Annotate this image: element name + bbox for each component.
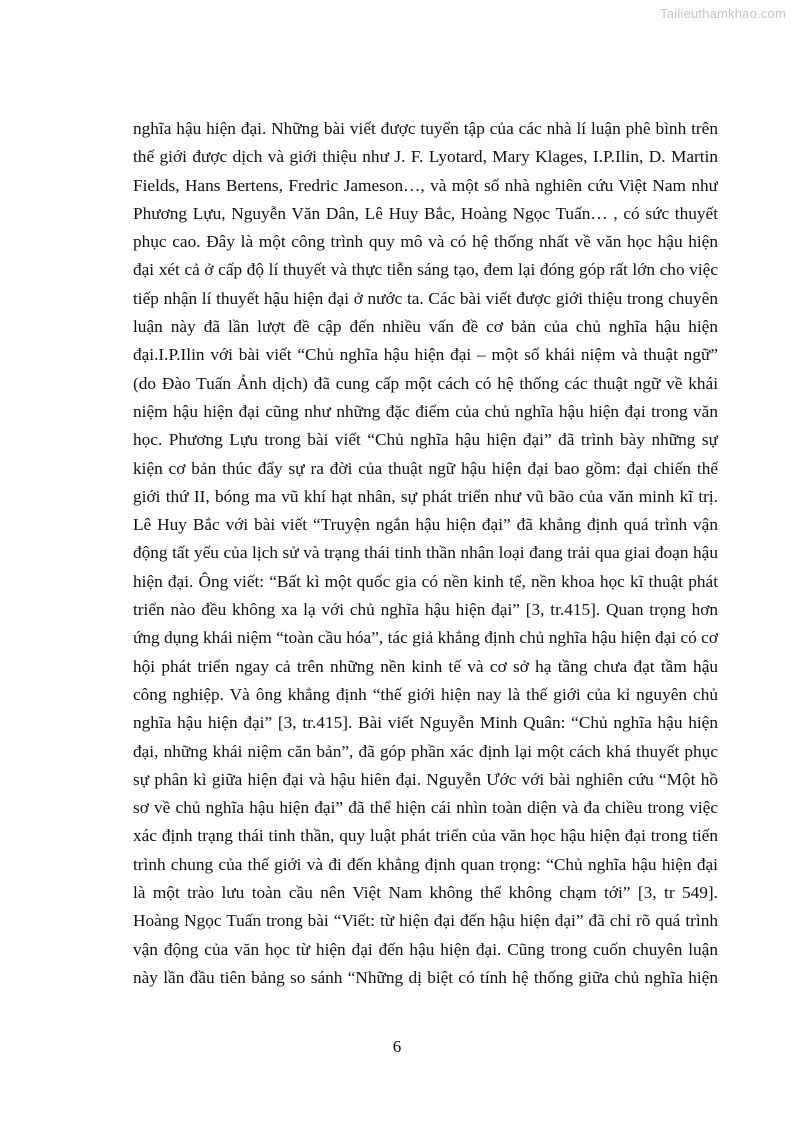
watermark: Tailieuthamkhao.com (660, 6, 786, 21)
text-line: học. Phương Lựu trong bài viết “Chủ nghĩa hậu hiện đại” đã trình bày những sự (133, 430, 718, 450)
text-line: (do Đào Tuấn Ảnh dịch) đã cung cấp một cách có hệ thống các thuật ngữ về khái (133, 373, 718, 393)
text-line: sự phân kì giữa hiện đại và hậu hiên đại. Nguyễn Ước với bài nghiên cứu “Một hồ (133, 769, 718, 789)
text-line: luận này đã lần lượt đề cập đến nhiều vấn đề cơ bản của chủ nghĩa hậu hiện (133, 317, 718, 337)
text-line: niệm hậu hiện đại cũng như những đặc điểm của chủ nghĩa hậu hiện đại trong văn (133, 401, 718, 421)
text-line: nghĩa hậu hiện đại” [3, tr.415]. Bài viết Nguyễn Minh Quân: “Chủ nghĩa hậu hiện (133, 713, 718, 733)
text-line: là một trào lưu toàn cầu nên Việt Nam không thể không chạm tới” [3, tr 549]. (133, 883, 718, 903)
page-number: 6 (392, 1037, 402, 1056)
text-line: hiện đại. Ông viết: “Bất kì một quốc gia có nền kinh tế, nền khoa học kĩ thuật phát (133, 571, 718, 591)
text-line: công nghiệp. Và ông khẳng định “thế giới hiện nay là thế giới của kỉ nguyên chủ (133, 684, 718, 704)
text-line: thế giới được dịch và giới thiệu như J. F. Lyotard, Mary Klages, I.P.Ilin, D. Martin (133, 147, 718, 167)
text-line: Phương Lựu, Nguyễn Văn Dân, Lê Huy Bắc, Hoàng Ngọc Tuấn… , có sức thuyết (133, 203, 718, 223)
text-line: hội phát triển ngay cả trên những nền kinh tế và cơ sở hạ tầng chưa đạt tầm hậu (133, 656, 718, 676)
text-line: sơ về chủ nghĩa hậu hiện đại” đã thể hiện cái nhìn toàn diện và đa chiều trong việc (133, 798, 718, 818)
text-line: phục cao. Đây là một công trình quy mô và có hệ thống nhất về văn học hậu hiện (133, 232, 718, 252)
text-line: giới thứ II, bóng ma vũ khí hạt nhân, sự phát triển như vũ bão của văn minh kĩ trị. (133, 486, 718, 506)
text-line: tiếp nhận lí thuyết hậu hiện đại ở nước ta. Các bài viết được giới thiệu trong chuyên (133, 288, 718, 308)
text-line: vận động của văn học từ hiện đại đến hậu hiện đại. Cũng trong cuốn chuyên luận (133, 939, 718, 959)
text-line: trình chung của thế giới và đi đến khẳng định quan trọng: “Chủ nghĩa hậu hiện đại (133, 854, 718, 874)
text-line: triển nào đều không xa lạ với chủ nghĩa hậu hiện đại” [3, tr.415]. Quan trọng hơn (133, 600, 718, 620)
text-line: đại xét cả ở cấp độ lí thuyết và thực tiễn sáng tạo, đem lại đóng góp rất lớn cho việc (133, 260, 718, 280)
body-text (133, 115, 718, 992)
text-line: Lê Huy Bắc với bài viết “Truyện ngắn hậu hiện đại” đã khẳng định quá trình vận (133, 515, 718, 535)
text-line: xác định trạng thái tinh thần, quy luật phát triển của văn học hậu hiện đại trong tiến (133, 826, 718, 846)
text-line: này lần đầu tiên bảng so sánh “Những dị biệt có tính hệ thống giữa chủ nghĩa hiện (133, 967, 718, 987)
text-line: đại.I.P.Ilin với bài viết “Chủ nghĩa hậu hiện đại – một số khái niệm và thuật ngữ” (133, 345, 718, 365)
text-line: đại, những khái niệm căn bản”, đã góp phần xác định lại một cách khá thuyết phục (133, 741, 718, 761)
text-line: nghĩa hậu hiện đại. Những bài viết được tuyển tập của các nhà lí luận phê bình trên (133, 119, 718, 138)
text-line: Fields, Hans Bertens, Fredric Jameson…, và một số nhà nghiên cứu Việt Nam như (133, 175, 718, 195)
text-line: kiện cơ bản thúc đẩy sự ra đời của thuật ngữ hậu hiện đại bao gồm: đại chiến thế (133, 458, 718, 478)
text-line: ứng dụng khái niệm “toàn cầu hóa”, tác giả khẳng định chủ nghĩa hậu hiện đại có cơ (133, 628, 718, 648)
text-line: động tất yếu của lịch sử và trạng thái tinh thần nhân loại đang trải qua giai đoạn hậu (133, 543, 718, 563)
text-line: Hoàng Ngọc Tuấn trong bài “Viết: từ hiện đại đến hậu hiện đại” đã chỉ rõ quá trình (133, 911, 718, 931)
